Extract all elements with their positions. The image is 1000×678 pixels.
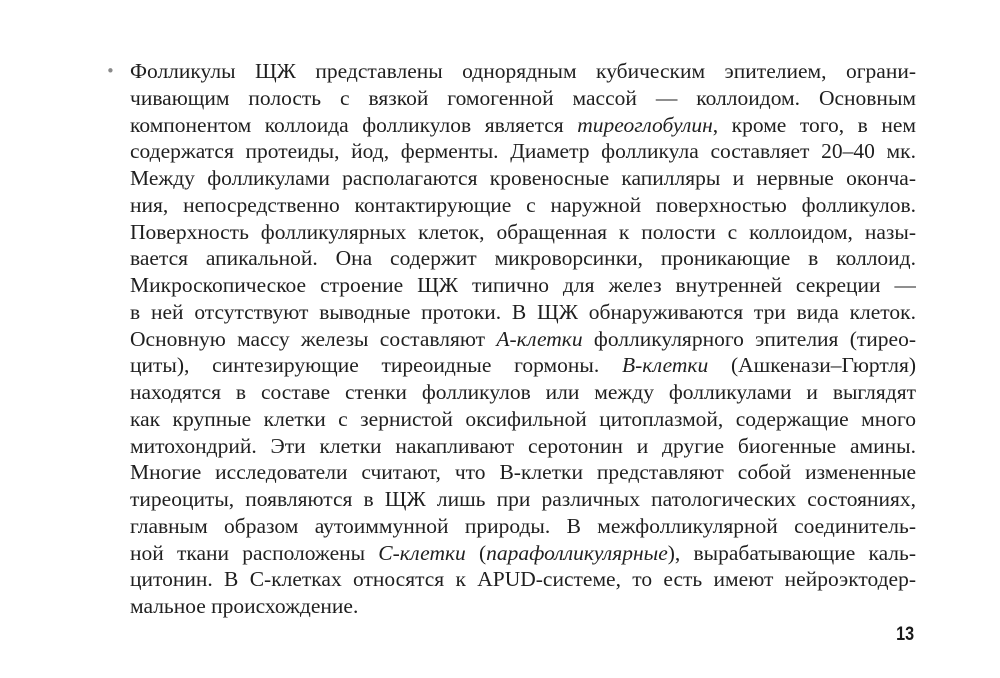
text-line bbox=[130, 299, 916, 326]
italic-term: тиреоглобулин bbox=[577, 112, 713, 137]
page-number: 13 bbox=[896, 624, 914, 645]
text-segment: , кроме того, в нем bbox=[712, 112, 916, 137]
text-segment: Основную массу железы составляют bbox=[130, 326, 497, 351]
text-segment: в ней отсутствуют выводные протоки. В ЩЖ обнаруживаются три вида клеток. bbox=[130, 299, 916, 324]
text-segment: фолликулярного эпителия (тирео- bbox=[582, 326, 916, 351]
text-segment: митохондрий. Эти клетки накапливают серотонин и другие биогенные амины. bbox=[130, 433, 916, 458]
text-line bbox=[130, 352, 916, 379]
text-line bbox=[130, 138, 916, 165]
text-line bbox=[130, 272, 916, 299]
text-line bbox=[130, 566, 916, 593]
text-segment: (Ашкенази–Гюртля) bbox=[708, 353, 916, 378]
text-segment: ( bbox=[465, 540, 487, 565]
text-line bbox=[130, 165, 916, 192]
text-line bbox=[130, 540, 916, 567]
text-segment: циты), синтезирующие тиреоидные гормоны. bbox=[130, 353, 622, 378]
text-segment: ), вырабатывающие каль- bbox=[667, 540, 916, 565]
text-line bbox=[130, 192, 916, 219]
text-line bbox=[130, 379, 916, 406]
italic-term: С-клетки bbox=[378, 540, 466, 565]
text-line bbox=[130, 459, 916, 486]
italic-term: В-клетки bbox=[621, 353, 709, 378]
text-segment: Микроскопическое строение ЩЖ типично для желез внутренней секреции — bbox=[130, 273, 916, 297]
text-line bbox=[130, 326, 916, 353]
text-line bbox=[130, 486, 916, 513]
text-segment: Поверхность фолликулярных клеток, обращенная к полости с коллоидом, назы- bbox=[130, 219, 916, 244]
text-segment: компонентом коллоида фолликулов является bbox=[130, 112, 578, 137]
text-segment: вается апикальной. Она содержит микроворсинки, проникающие в коллоид. bbox=[130, 246, 916, 271]
text-line bbox=[130, 58, 916, 85]
text-segment: содержатся протеиды, йод, ферменты. Диаметр фолликула составляет 20–40 мк. bbox=[130, 139, 916, 164]
text-line bbox=[130, 593, 916, 620]
text-segment: цитонин. В С-клетках относятся к APUD-системе, то есть имеют нейроэктодер- bbox=[130, 567, 916, 592]
text-segment: Между фолликулами располагаются кровеносные капилляры и нервные оконча- bbox=[130, 166, 916, 190]
text-segment: Фолликулы ЩЖ представлены однорядным кубическим эпителием, ограни- bbox=[130, 59, 916, 83]
text-segment: главным образом аутоиммунной природы. В межфолликулярной соединитель- bbox=[130, 513, 916, 538]
text-line bbox=[130, 219, 916, 246]
text-segment: ния, непосредственно контактирующие с наружной поверхностью фолликулов. bbox=[130, 192, 916, 217]
text-segment: чивающим полость с вязкой гомогенной массой — коллоидом. Основным bbox=[130, 85, 916, 110]
text-segment: ной ткани расположены bbox=[130, 540, 379, 565]
text-segment: мальное происхождение. bbox=[130, 594, 359, 618]
text-segment: Многие исследователи считают, что В-клетки представляют собой измененные bbox=[130, 460, 916, 485]
text-line bbox=[130, 406, 916, 433]
body-paragraph bbox=[130, 58, 916, 620]
bullet-marker: • bbox=[106, 62, 115, 80]
text-segment: находятся в составе стенки фолликулов или между фолликулами и выглядят bbox=[130, 380, 916, 404]
italic-term: А-клетки bbox=[496, 326, 583, 351]
text-line bbox=[130, 245, 916, 272]
text-segment: тиреоциты, появляются в ЩЖ лишь при различных патологических состояниях, bbox=[130, 487, 916, 511]
text-segment: как крупные клетки с зернистой оксифильной цитоплазмой, содержащие много bbox=[130, 406, 916, 431]
text-line bbox=[130, 433, 916, 460]
text-line bbox=[130, 513, 916, 540]
text-line bbox=[130, 112, 916, 139]
text-line bbox=[130, 85, 916, 112]
italic-term: парафолликулярные bbox=[486, 540, 668, 565]
